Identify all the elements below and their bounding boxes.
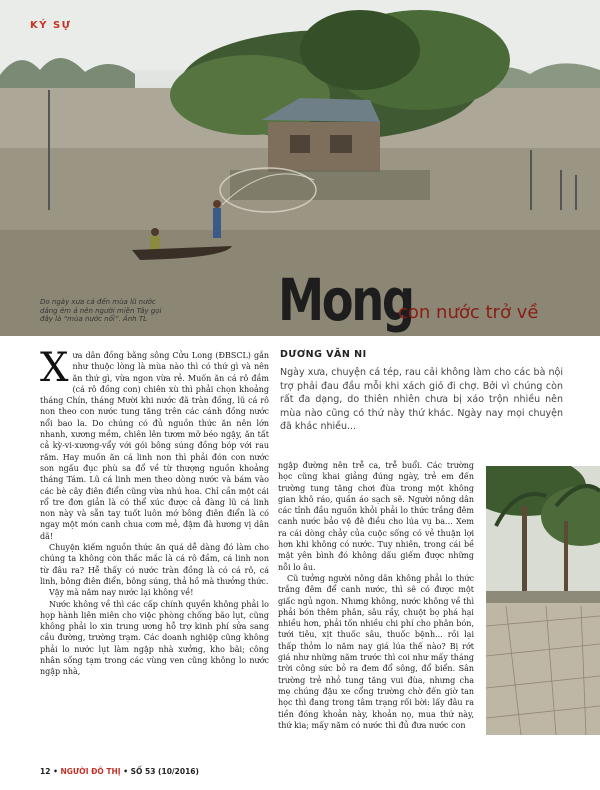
paragraph: ngập đường nên trễ ca, trễ buổi. Các trường học cũng khai giảng đúng ngày, trẻ em đến trường tung tăng chơi đùa trong một không gian khô ráo, quần áo sạch sẽ. Người nông dân các tỉnh đầu nguồn khỏi phải lo thức trắng đêm canh nước bảo vệ đê điều cho lúa vụ ba... Xem ra cái dòng chảy của cuộc sống có vẻ thuận lợi hơn khi không có nước. Tuy nhiên, trong cái bề mặt yên bình đó không dấu giếm được những nỗi lo âu. (278, 461, 474, 572)
issue-number: SỐ 53 (10/2016) (130, 767, 199, 776)
paragraph: Vậy mà năm nay nước lại không về! (49, 588, 194, 598)
page-number: 12 (40, 767, 51, 776)
page-footer: 12 • NGƯỜI ĐÔ THỊ • SỐ 53 (10/2016) (40, 767, 199, 776)
article-column-1 (40, 345, 269, 678)
article-title (278, 266, 446, 334)
paragraph: Cũ tưởng người nông dân không phải lo thức trắng đêm để canh nước, thì sẽ có được một giấc ngủ ngon. Nhưng không, nước không về thì phải bón thêm phân, sâu rầy, chuột bọ phá hại nhiều hơn, phải tốn nhiều chi phí cho phân bón, tưới tiêu, xịt thuốc sâu, thuốc bệnh... rồi lại thấp thỏm lo năm nay giá lúa thế nào? Bị rớt giá như những năm trước thì coi như mấy tháng trời công sức bỏ ra đem đổ sông, đổ biển. Sân trường trẻ nhỏ tung tăng vui đùa, nhưng cha mẹ chúng đậu xe cổng trường chờ đến giờ tan học thì đang trong tâm trạng rối bời: lấy đâu ra tiền đóng khoản này, khoản nọ, mua thứ này, thứ kia; mấy năm có nước thì đủ đưa nước con (278, 574, 474, 730)
paragraph: Xưa dân đồng bằng sông Cửu Long (ĐBSCL) gắn như thuộc lòng là mùa nào thì có thứ gì và nên ăn thứ gì, vừa ngon vừa rẻ. Muốn ăn cá rô đầm (cá rô đồng con) chiên xù thì phải chọn khoảng tháng Chín, tháng Mười khi nước đã tràn đồng, lũ cá rô non theo con nước tung tăng trên các cánh đồng nước nổi bao la. Do chúng có đủ nguồn thức ăn nên lớn nhanh, xương mềm, chiên lên tươm mỡ béo ngậy, ăn tất cả kỳ-vi-xương-vẩy với gói bông súng đồng bóp với rau răm. Hay muốn ăn cá linh non thì phải đón con nước son ngấu đục phù sa đổ về từ thượng nguồn khoảng tháng Tám. Lũ cá linh men theo dòng nước và bám vào các bè cây điên điển cũng vừa nhú hoa. Chỉ cần một cái rổ tre đơn giản là có thể xúc được cả đàng lũ cá linh non này và sẵn tay tuốt luôn mớ bông điên điển là có ngay một món canh chua cơm mẻ, đậm đà hương vị dân dã! (40, 345, 269, 541)
article-title-main: Mong (278, 266, 413, 334)
magazine-name: NGƯỜI ĐÔ THỊ (60, 767, 121, 776)
paragraph: Nước không về thì các cấp chính quyền không phải lo họp hành liên miên cho việc phòng chống bão lụt, cũng không phải lo xin trung ương hỗ trợ kinh phí sửa sang cầu đường, trường trạm. Các doanh nghiệp cũng không phải lo nước lụt làm ngập nhà xưởng, kho bãi; công nhân sống tạm trong các vùng ven cũng không lo nước ngập nhà, (40, 599, 269, 677)
article-column-2-continued (278, 573, 474, 731)
article-title-sub-wrap (398, 302, 538, 323)
article-column-2 (278, 460, 474, 573)
article-lede: Ngày xưa, chuyện cá tép, rau cải không làm cho các bà nội trợ phải đau đầu mỗi khi xách giỏ đi chợ. Bởi vì chúng còn rất đa dạng, do thiên nhiên chưa bị xáo trộn nhiều nên mùa nào cũng có thứ này thứ khác. Ngày nay mọi chuyện đã khác nhiều... (280, 367, 563, 433)
dry-field-photo (486, 466, 600, 735)
drop-cap: X (40, 345, 69, 391)
article-title-sub: con nước trở về (398, 302, 539, 323)
section-label: KÝ SỰ (30, 20, 72, 31)
palm-dry-land-illustration (486, 466, 600, 735)
author-byline: DƯƠNG VĂN NI (280, 349, 367, 360)
paragraph: Chuyện kiếm nguồn thức ăn quá dễ dàng đó làm cho chúng ta không còn thắc mắc là cá rô đầm, cá linh non từ đâu ra? Hễ thấy có nước tràn đồng là có cá rô, cá linh, bông điên điển, bông súng, thả hồ mà thưởng thức. (40, 543, 269, 586)
hero-photo-caption: Do ngày xưa cá đến mùa lũ nước dâng êm ả nên người miền Tây gọi đây là “mùa nước nổi”. Ảnh TL (40, 298, 162, 323)
